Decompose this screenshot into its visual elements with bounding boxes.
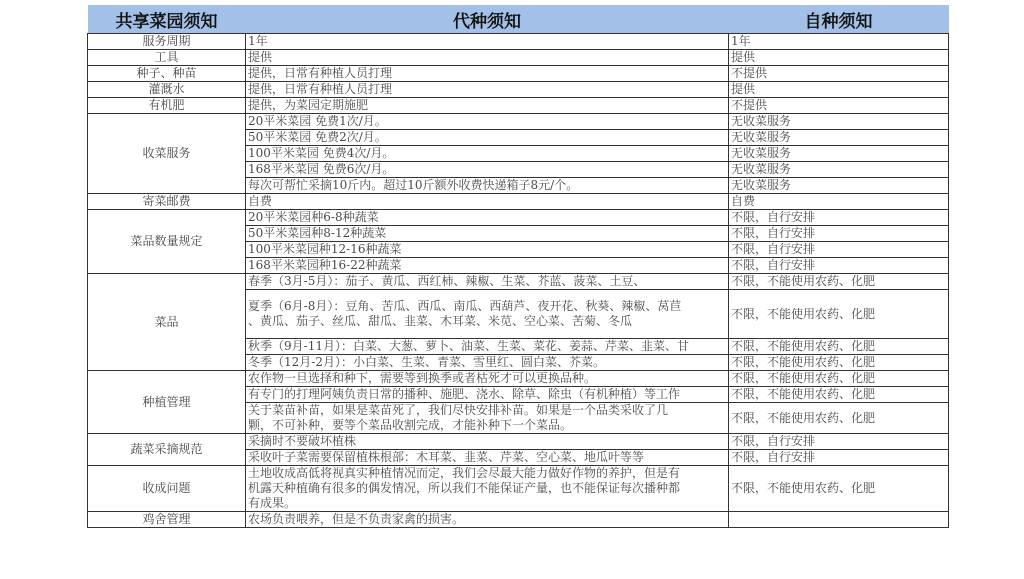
- cell-text-line: 20平米菜园 免费1次/月。: [248, 114, 387, 128]
- proxy-planting-cell: [246, 450, 729, 466]
- cell-text-line: 100平米菜园种12-16种蔬菜: [248, 242, 402, 256]
- table-row: [88, 50, 949, 66]
- header-proxy-planting: 代种须知: [246, 5, 729, 34]
- cell-text-line: 关于菜苗补苗，如果是菜苗死了，我们尽快安排补苗。如果是一个品类采收了几: [248, 403, 669, 417]
- self-planting-cell: 无收菜服务: [729, 146, 949, 162]
- cell-text-line: 提供，日常有种植人员打理: [248, 82, 393, 96]
- self-planting-cell: 不限，自行安排: [729, 226, 949, 242]
- proxy-planting-cell: [246, 274, 729, 290]
- proxy-planting-cell: [246, 194, 729, 210]
- self-planting-cell: 不限，自行安排: [729, 258, 949, 274]
- table-body: [88, 34, 949, 528]
- self-planting-cell: 无收菜服务: [729, 178, 949, 194]
- proxy-planting-cell: [246, 130, 729, 146]
- cell-text-line: 颗，不可补种，要等个菜品收割完成，才能补种下一个菜品。: [248, 418, 573, 432]
- proxy-planting-cell: [246, 290, 729, 339]
- cell-text-line: 机露天种植确有很多的偶发情况，所以我们不能保证产量，也不能保证每次播种都: [248, 481, 681, 495]
- category-cell: 服务周期: [88, 34, 246, 50]
- category-cell: 种植管理: [88, 371, 246, 434]
- cell-text-line: 春季（3月-5月）：茄子、黄瓜、西红柿、辣椒、生菜、芥蓝、菠菜、土豆、: [248, 274, 646, 288]
- proxy-planting-cell: [246, 114, 729, 130]
- cell-text-line: 提供，为菜园定期施肥: [248, 98, 369, 112]
- proxy-planting-cell: [246, 242, 729, 258]
- table-row: [88, 434, 949, 450]
- cell-text-line: 土地收成高低将视真实种植情况而定，我们会尽最大能力做好作物的养护，但是有: [248, 466, 681, 480]
- cell-text-line: 、黄瓜、茄子、丝瓜、甜瓜、韭菜、木耳菜、米苋、空心菜、苦菊、冬瓜: [248, 314, 633, 328]
- self-planting-cell: 不限，不能使用农药、化肥: [729, 290, 949, 339]
- self-planting-cell: 不限，不能使用农药、化肥: [729, 355, 949, 371]
- proxy-planting-cell: [246, 66, 729, 82]
- category-cell: 鸡舍管理: [88, 512, 246, 528]
- cell-text-line: 50平米菜园 免费2次/月。: [248, 130, 387, 144]
- table-row: [88, 82, 949, 98]
- proxy-planting-cell: [246, 146, 729, 162]
- proxy-planting-cell: [246, 34, 729, 50]
- table-row: [88, 194, 949, 210]
- proxy-planting-cell: [246, 226, 729, 242]
- table-row: [88, 66, 949, 82]
- notice-table: [87, 5, 949, 528]
- cell-text-line: 有专门的打理阿姨负责日常的播种、施肥、浇水、除草、除虫（有机种植）等工作: [248, 387, 681, 401]
- proxy-planting-cell: [246, 355, 729, 371]
- proxy-planting-cell: [246, 210, 729, 226]
- proxy-planting-cell: [246, 403, 729, 434]
- self-planting-cell: 不限，自行安排: [729, 450, 949, 466]
- cell-text-line: 农作物一旦选择和种下，需要等到换季或者枯死才可以更换品种。: [248, 371, 597, 385]
- proxy-planting-cell: [246, 98, 729, 114]
- cell-text-line: 1年: [248, 34, 268, 48]
- cell-text-line: 168平米菜园 免费6次/月。: [248, 162, 395, 176]
- self-planting-cell: 不限，自行安排: [729, 242, 949, 258]
- self-planting-cell: 不限，不能使用农药、化肥: [729, 403, 949, 434]
- category-cell: 有机肥: [88, 98, 246, 114]
- proxy-planting-cell: [246, 178, 729, 194]
- cell-text-line: 提供，日常有种植人员打理: [248, 66, 393, 80]
- cell-text-line: 秋季（9月-11月）：白菜、大葱、萝卜、油菜、生菜、菜花、姜蒜、芹菜、韭菜、甘: [248, 339, 689, 353]
- self-planting-cell: 不限，不能使用农药、化肥: [729, 371, 949, 387]
- proxy-planting-cell: [246, 387, 729, 403]
- table-row: [88, 98, 949, 114]
- self-planting-cell: 1年: [729, 34, 949, 50]
- header-shared-garden: 共享菜园须知: [88, 5, 246, 34]
- cell-text-line: 50平米菜园种8-12种蔬菜: [248, 226, 387, 240]
- proxy-planting-cell: [246, 512, 729, 528]
- self-planting-cell: 无收菜服务: [729, 114, 949, 130]
- category-cell: 灌溉水: [88, 82, 246, 98]
- cell-text-line: 农场负责喂养，但是不负责家禽的损害。: [248, 512, 465, 526]
- proxy-planting-cell: [246, 50, 729, 66]
- table-row: [88, 114, 949, 130]
- table-row: [88, 371, 949, 387]
- category-cell: 收成问题: [88, 466, 246, 512]
- self-planting-cell: 提供: [729, 50, 949, 66]
- category-cell: 种子、种苗: [88, 66, 246, 82]
- table-row: [88, 34, 949, 50]
- self-planting-cell: 无收菜服务: [729, 162, 949, 178]
- self-planting-cell: 不限，不能使用农药、化肥: [729, 339, 949, 355]
- self-planting-cell: 不限，不能使用农药、化肥: [729, 274, 949, 290]
- cell-text-line: 20平米菜园种6-8种蔬菜: [248, 210, 379, 224]
- category-cell: 蔬菜采摘规范: [88, 434, 246, 466]
- category-cell: 菜品数量规定: [88, 210, 246, 274]
- self-planting-cell: 不限，自行安排: [729, 434, 949, 450]
- cell-text-line: 冬季（12月-2月）：小白菜、生菜、青菜、雪里红、圆白菜、芥菜。: [248, 355, 605, 369]
- cell-text-line: 有成果。: [248, 496, 297, 510]
- category-cell: 工具: [88, 50, 246, 66]
- self-planting-cell: 不限，不能使用农药、化肥: [729, 387, 949, 403]
- proxy-planting-cell: [246, 162, 729, 178]
- proxy-planting-cell: [246, 82, 729, 98]
- cell-text-line: 夏季（6月-8月）：豆角、苦瓜、西瓜、南瓜、西葫芦、夜开花、秋葵、辣椒、莴苣: [248, 299, 682, 313]
- self-planting-cell: 不限，不能使用农药、化肥: [729, 466, 949, 512]
- proxy-planting-cell: [246, 339, 729, 355]
- category-cell: 菜品: [88, 274, 246, 371]
- cell-text-line: 100平米菜园 免费4次/月。: [248, 146, 395, 160]
- cell-text-line: 168平米菜园种16-22种蔬菜: [248, 258, 402, 272]
- proxy-planting-cell: [246, 466, 729, 512]
- table-row: [88, 512, 949, 528]
- self-planting-cell: 自费: [729, 194, 949, 210]
- cell-text-line: 提供: [248, 50, 273, 64]
- cell-text-line: 自费: [248, 194, 273, 208]
- self-planting-cell: 提供: [729, 82, 949, 98]
- self-planting-cell: 不限，自行安排: [729, 210, 949, 226]
- self-planting-cell: 不提供: [729, 66, 949, 82]
- table-row: [88, 274, 949, 290]
- table-row: [88, 210, 949, 226]
- cell-text-line: 采摘时不要破坏植株: [248, 434, 357, 448]
- proxy-planting-cell: [246, 434, 729, 450]
- header-row: [88, 5, 949, 34]
- cell-text-line: 每次可帮忙采摘10斤内。超过10斤额外收费快递箱子8元/个。: [248, 178, 579, 192]
- table-row: [88, 466, 949, 512]
- self-planting-cell: [729, 512, 949, 528]
- proxy-planting-cell: [246, 258, 729, 274]
- cell-text-line: 采收叶子菜需要保留植株根部：木耳菜、韭菜、芹菜、空心菜、地瓜叶等等: [248, 450, 645, 464]
- category-cell: 寄菜邮费: [88, 194, 246, 210]
- self-planting-cell: 不提供: [729, 98, 949, 114]
- self-planting-cell: 无收菜服务: [729, 130, 949, 146]
- proxy-planting-cell: [246, 371, 729, 387]
- header-self-planting: 自种须知: [729, 5, 949, 34]
- category-cell: 收菜服务: [88, 114, 246, 194]
